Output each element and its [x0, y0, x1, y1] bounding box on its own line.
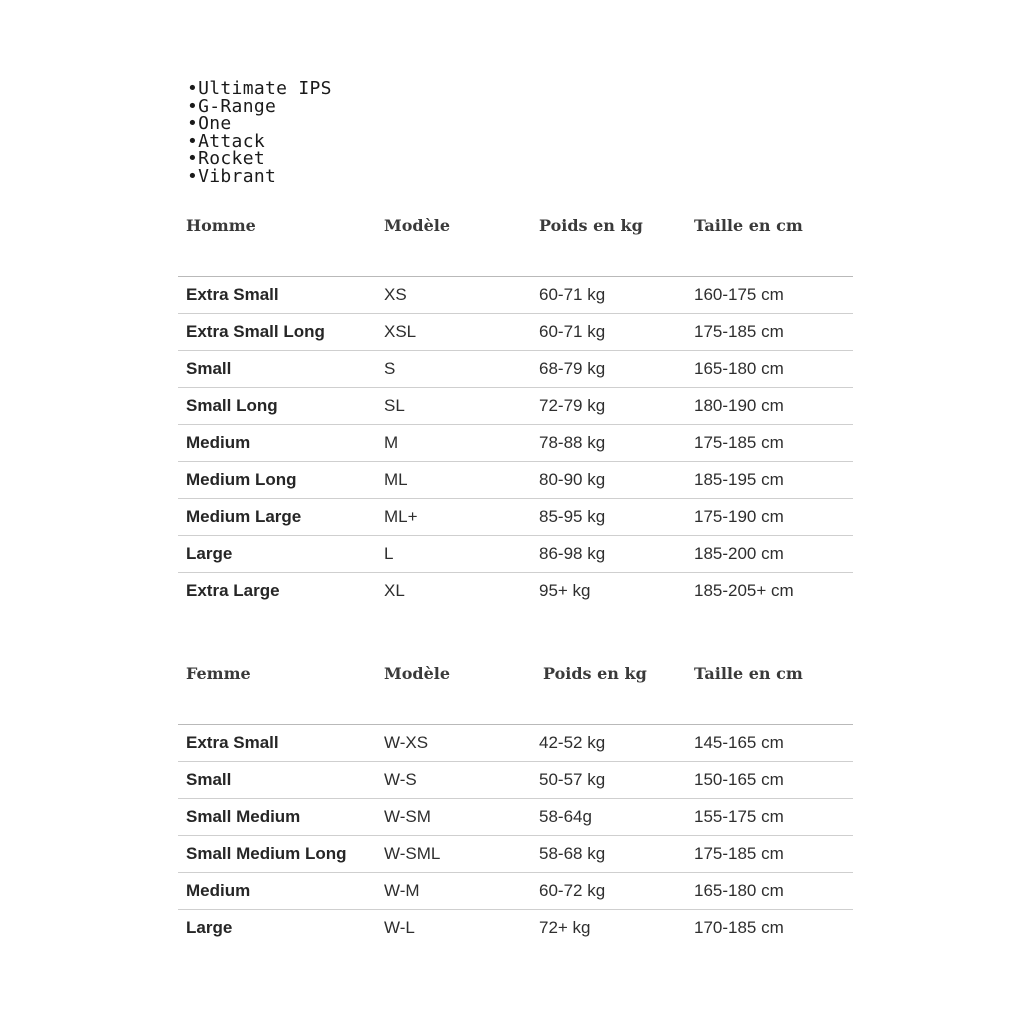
height-cell: 180-190 cm: [694, 396, 784, 415]
size-cell: Medium Large: [186, 507, 302, 526]
weight-cell: 60-72 kg: [539, 881, 606, 900]
homme-size-table: [178, 214, 853, 609]
model-list-item: • Ultimate IPS: [187, 80, 332, 98]
weight-cell: 68-79 kg: [539, 359, 606, 378]
model-header: Modèle: [384, 664, 451, 683]
height-cell: 155-175 cm: [694, 807, 784, 826]
size-cell: Extra Small Long: [186, 322, 325, 341]
size-cell: Extra Large: [186, 581, 280, 600]
height-cell: 185-200 cm: [694, 544, 784, 563]
size-cell: Extra Small: [186, 285, 279, 304]
table-row: [178, 425, 853, 462]
size-cell: Large: [186, 544, 233, 563]
height-cell: 175-185 cm: [694, 844, 784, 863]
table-row: [178, 873, 853, 910]
size-cell: Medium: [186, 433, 251, 452]
height-header: Taille en cm: [694, 216, 803, 235]
model-list-item: • G-Range: [187, 98, 332, 116]
model-cell: ML: [384, 470, 408, 489]
femme-size-table: [178, 662, 853, 946]
height-cell: 185-195 cm: [694, 470, 784, 489]
table-row: [178, 799, 853, 836]
size-cell: Medium: [186, 881, 251, 900]
weight-cell: 58-68 kg: [539, 844, 606, 863]
model-cell: W-SM: [384, 807, 431, 826]
weight-cell: 60-71 kg: [539, 285, 606, 304]
table-row: [178, 536, 853, 573]
size-cell: Small Long: [186, 396, 278, 415]
size-cell: Extra Small: [186, 733, 279, 752]
model-cell: L: [384, 544, 394, 563]
table-row: [178, 910, 853, 946]
model-list-item: • Rocket: [187, 150, 332, 168]
height-cell: 175-185 cm: [694, 322, 784, 341]
weight-cell: 72+ kg: [539, 918, 591, 937]
height-cell: 165-180 cm: [694, 359, 784, 378]
height-cell: 175-185 cm: [694, 433, 784, 452]
model-cell: SL: [384, 396, 405, 415]
model-list: [187, 80, 332, 186]
height-cell: 170-185 cm: [694, 918, 784, 937]
weight-cell: 42-52 kg: [539, 733, 606, 752]
size-cell: Small: [186, 359, 232, 378]
weight-cell: 58-64g: [539, 807, 592, 826]
table-row: [178, 388, 853, 425]
weight-cell: 72-79 kg: [539, 396, 606, 415]
size-header: Homme: [186, 216, 256, 235]
model-header: Modèle: [384, 216, 451, 235]
model-cell: W-L: [384, 918, 415, 937]
height-header: Taille en cm: [694, 664, 803, 683]
table-row: [178, 499, 853, 536]
size-cell: Small Medium Long: [186, 844, 347, 863]
model-cell: W-S: [384, 770, 417, 789]
model-cell: W-SML: [384, 844, 441, 863]
weight-cell: 60-71 kg: [539, 322, 606, 341]
model-cell: W-M: [384, 881, 420, 900]
model-cell: ML+: [384, 507, 418, 526]
weight-header: Poids en kg: [539, 216, 643, 235]
weight-cell: 85-95 kg: [539, 507, 606, 526]
weight-cell: 50-57 kg: [539, 770, 606, 789]
table-row: [178, 725, 853, 762]
model-list-item: • One: [187, 115, 332, 133]
table-row: [178, 573, 853, 609]
height-cell: 175-190 cm: [694, 507, 784, 526]
model-cell: XL: [384, 581, 405, 600]
weight-cell: 78-88 kg: [539, 433, 606, 452]
weight-cell: 86-98 kg: [539, 544, 606, 563]
model-cell: XSL: [384, 322, 417, 341]
model-cell: S: [384, 359, 396, 378]
femme-header-row: [178, 662, 853, 725]
model-list-item: • Attack: [187, 133, 332, 151]
model-cell: W-XS: [384, 733, 429, 752]
height-cell: 165-180 cm: [694, 881, 784, 900]
size-cell: Medium Long: [186, 470, 297, 489]
height-cell: 145-165 cm: [694, 733, 784, 752]
weight-cell: 80-90 kg: [539, 470, 606, 489]
model-cell: M: [384, 433, 399, 452]
table-row: [178, 836, 853, 873]
height-cell: 150-165 cm: [694, 770, 784, 789]
table-row: [178, 351, 853, 388]
table-row: [178, 762, 853, 799]
table-row: [178, 277, 853, 314]
homme-header-row: [178, 214, 853, 277]
height-cell: 160-175 cm: [694, 285, 784, 304]
model-list-item: • Vibrant: [187, 168, 332, 186]
table-row: [178, 314, 853, 351]
weight-cell: 95+ kg: [539, 581, 591, 600]
height-cell: 185-205+ cm: [694, 581, 794, 600]
size-header: Femme: [186, 664, 251, 683]
size-cell: Small: [186, 770, 232, 789]
weight-header: Poids en kg: [543, 664, 647, 683]
size-cell: Large: [186, 918, 233, 937]
model-cell: XS: [384, 285, 407, 304]
table-row: [178, 462, 853, 499]
size-cell: Small Medium: [186, 807, 301, 826]
